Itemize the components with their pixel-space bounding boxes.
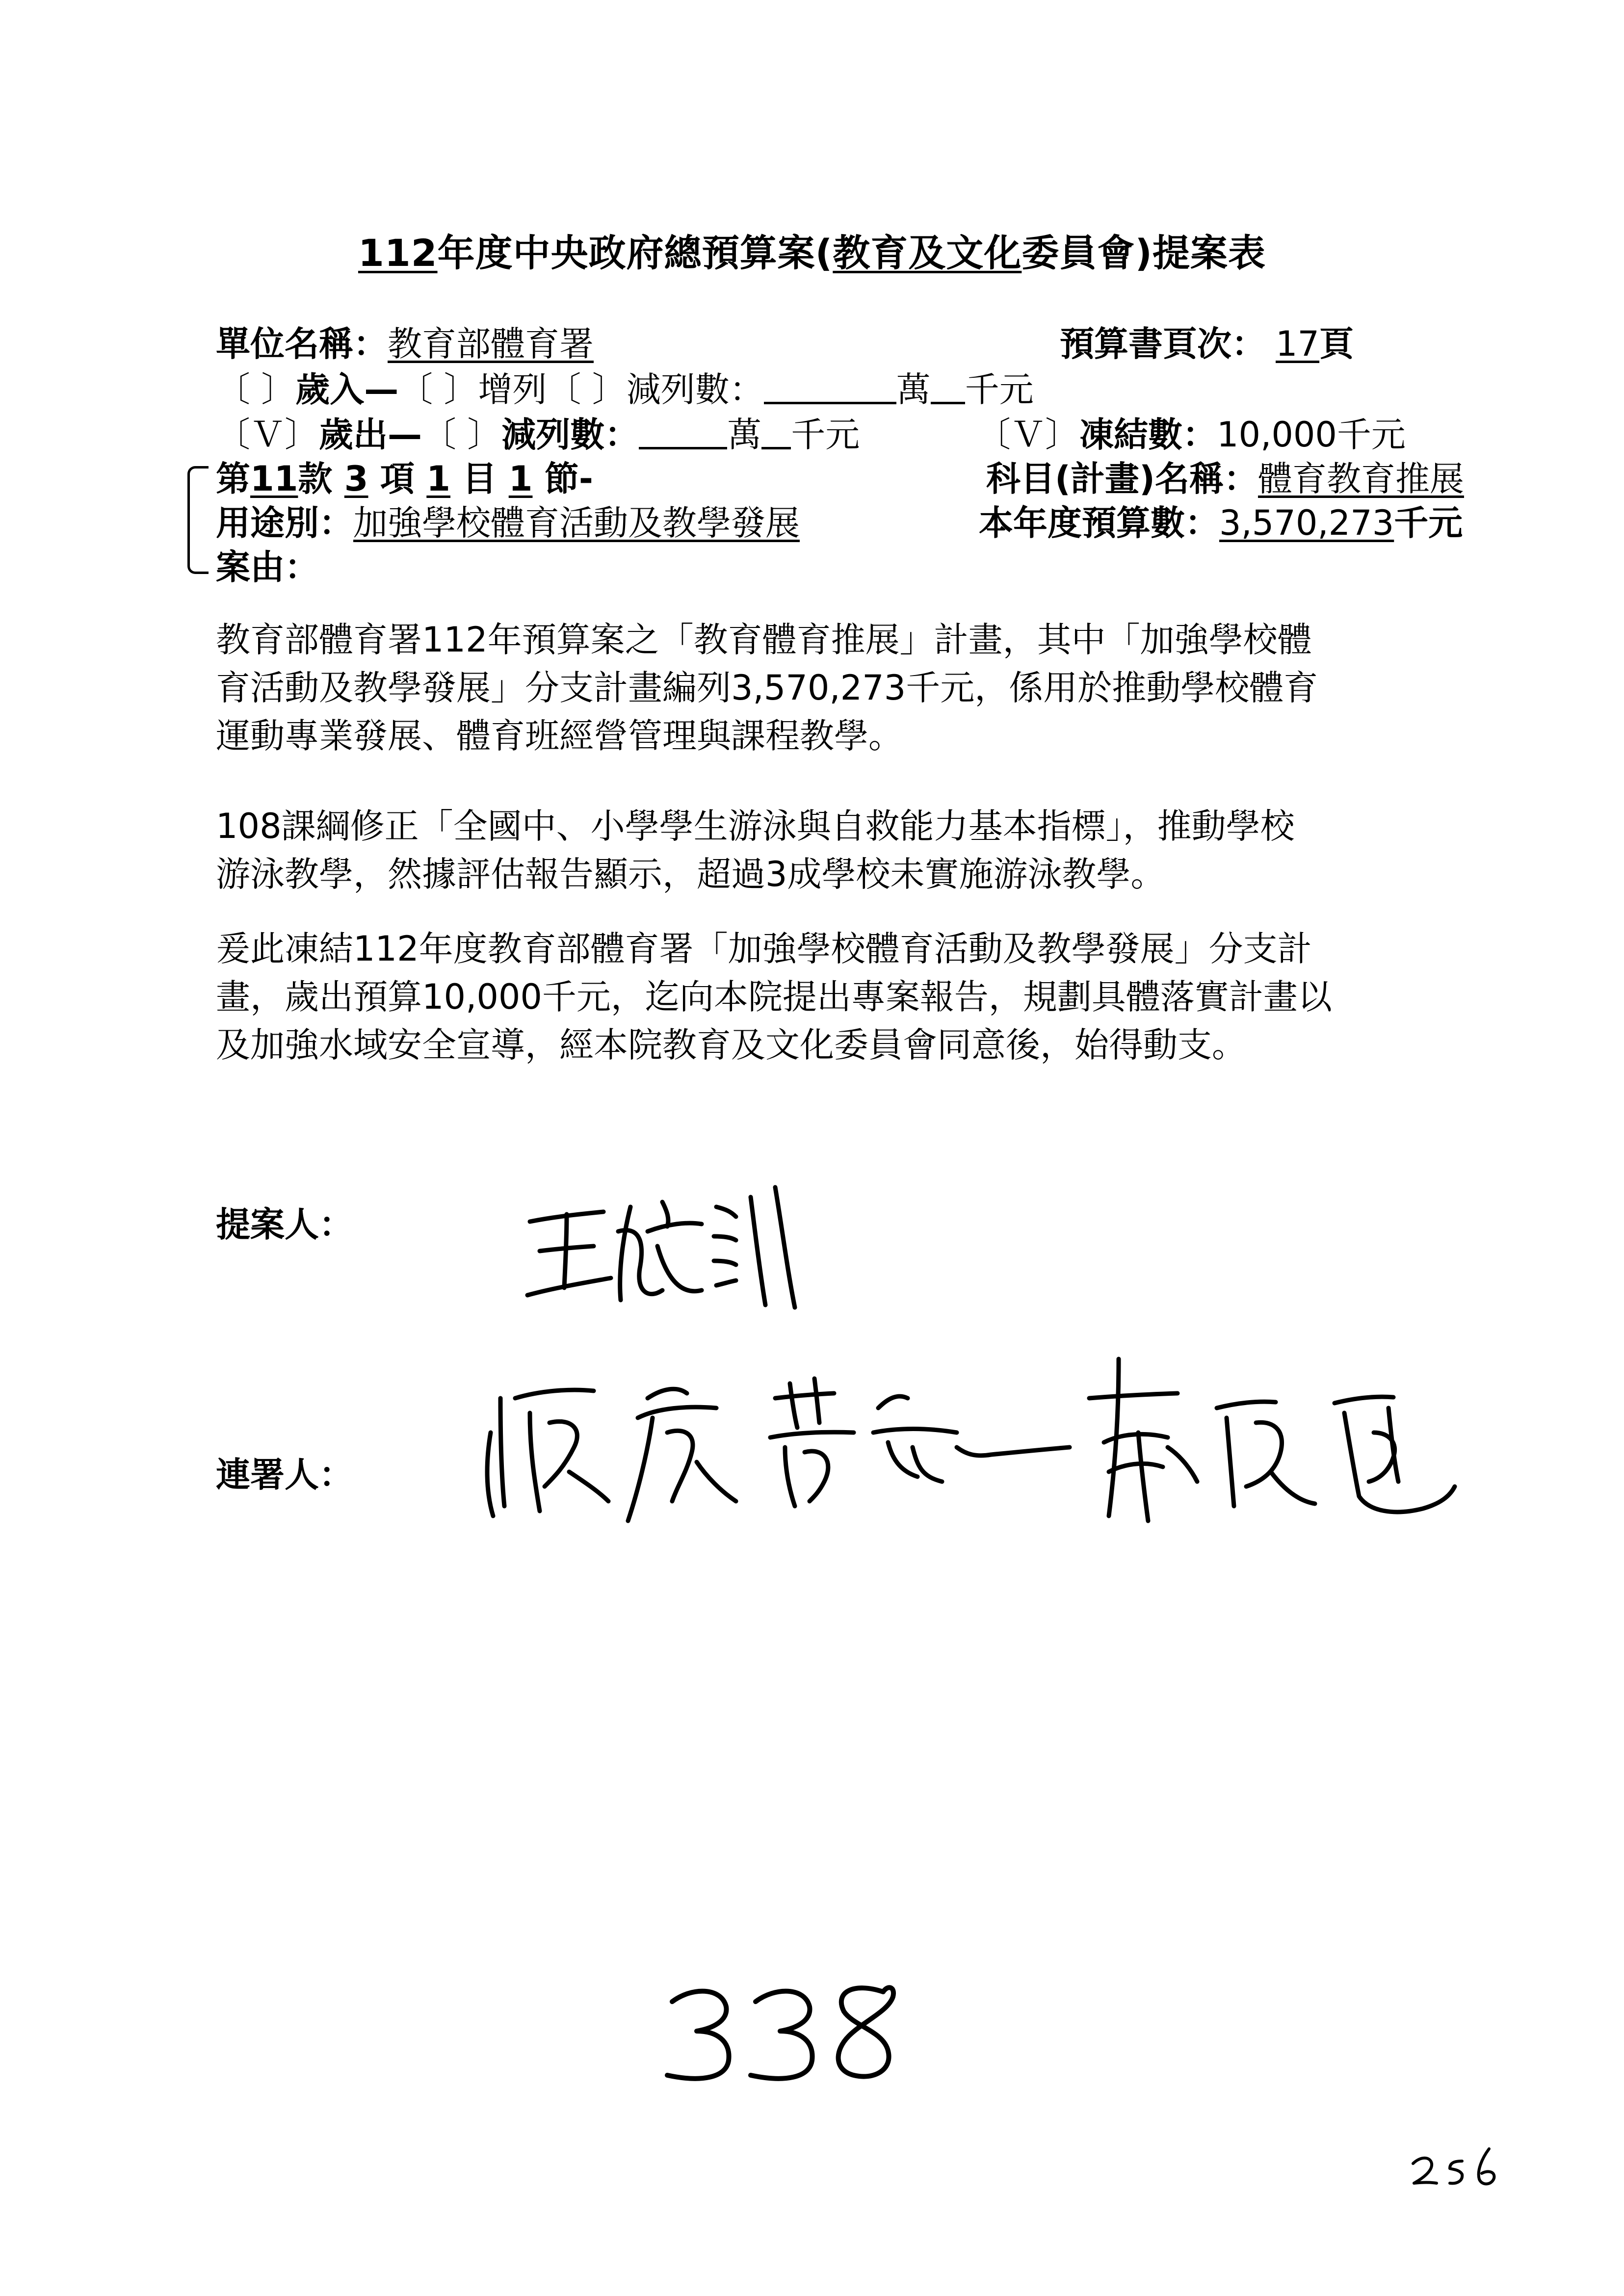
reason-label: 案由： — [216, 547, 319, 587]
expenditure-checkbox: 〔Ｖ〕 — [216, 415, 319, 455]
cosigner-label: 連署人： — [216, 1455, 353, 1495]
budget-value: 3,570,273 — [1219, 503, 1394, 543]
revenue-line — [216, 362, 1034, 412]
increase-label: 增列 — [478, 369, 547, 410]
mu-label: 目 — [462, 459, 497, 499]
unit-row — [216, 316, 594, 366]
cosigner-signatures — [471, 1285, 1462, 1540]
exp-wan-label: 萬 — [727, 415, 762, 455]
corner-number-handwritten — [1408, 2144, 1506, 2193]
usage — [216, 496, 800, 545]
exp-qian-blank — [761, 417, 791, 449]
usage-label: 用途別： — [216, 503, 353, 543]
budget-section — [216, 451, 593, 501]
qian-blank — [931, 372, 965, 404]
page-ref — [1060, 316, 1354, 366]
annual-budget — [979, 496, 1463, 545]
budget-unit: 千元 — [1394, 503, 1463, 543]
exp-decrease-checkbox: 〔 〕 — [422, 415, 502, 455]
usage-value: 加強學校體育活動及教學發展 — [353, 503, 800, 543]
page-label: 預算書頁次： — [1060, 324, 1266, 364]
revenue-label: 歲入— — [295, 369, 399, 410]
increase-checkbox: 〔 〕 — [398, 369, 478, 410]
p3-line: 畫，歲出預算10,000千元，迄向本院提出專案報告，規劃具體落實計畫以 — [216, 977, 1332, 1017]
section-di: 第 — [216, 459, 250, 499]
exp-qian-label: 千元 — [791, 415, 860, 455]
title-mid: 年度中央政府總預算案( — [437, 231, 833, 275]
jie-label: 節- — [544, 459, 593, 499]
p1-line: 育活動及教學發展」分支計畫編列3,570,273千元，係用於推動學校體育 — [216, 668, 1318, 708]
budget-label: 本年度預算數： — [979, 503, 1219, 543]
kuan-number: 11 — [250, 459, 298, 499]
expenditure-line — [216, 407, 860, 457]
paragraph-1 — [216, 616, 1472, 760]
exp-decrease-label: 減列數： — [501, 415, 639, 455]
subject — [986, 451, 1464, 501]
paragraph-3 — [216, 925, 1472, 1069]
p1-line: 教育部體育署112年預算案之「教育體育推展」計畫，其中「加強學校體 — [216, 620, 1312, 660]
section-bracket — [187, 466, 209, 574]
subject-value: 體育教育推展 — [1257, 459, 1464, 499]
page-suffix: 頁 — [1319, 324, 1354, 364]
page-title — [0, 223, 1624, 277]
exp-wan-blank — [639, 417, 727, 449]
freeze-amount — [976, 407, 1406, 457]
xiang-label: 項 — [380, 459, 415, 499]
title-year: 112 — [358, 231, 438, 275]
kuan-label: 款 — [298, 459, 333, 499]
wan-label: 萬 — [896, 369, 931, 410]
page-value: 17 — [1276, 324, 1320, 364]
xiang-number: 3 — [344, 459, 368, 499]
freeze-checkbox: 〔Ｖ〕 — [976, 415, 1079, 455]
paragraph-2 — [216, 802, 1472, 898]
title-committee: 教育及文化 — [833, 231, 1022, 275]
mu-number: 1 — [426, 459, 450, 499]
unit-value: 教育部體育署 — [388, 324, 594, 364]
subject-label: 科目(計畫)名稱： — [986, 459, 1258, 499]
p1-line: 運動專業發展、體育班經營管理與課程教學。 — [216, 716, 903, 756]
p2-line: 108課綱修正「全國中、小學學生游泳與自救能力基本指標」，推動學校 — [216, 806, 1295, 846]
unit-label: 單位名稱： — [216, 324, 388, 364]
qian-label: 千元 — [965, 369, 1034, 410]
title-end: 委員會)提案表 — [1022, 231, 1266, 275]
expenditure-label: 歲出— — [319, 415, 422, 455]
decrease-label: 減列數： — [626, 369, 764, 410]
p3-line: 及加強水域安全宣導，經本院教育及文化委員會同意後，始得動支。 — [216, 1025, 1246, 1065]
p3-line: 爰此凍結112年度教育部體育署「加強學校體育活動及教學發展」分支計 — [216, 929, 1312, 969]
revenue-checkbox: 〔 〕 — [216, 369, 296, 410]
p2-line: 游泳教學，然據評估報告顯示，超過3成學校未實施游泳教學。 — [216, 854, 1165, 894]
freeze-value: 10,000千元 — [1217, 415, 1406, 455]
jie-number: 1 — [508, 459, 533, 499]
proposer-label: 提案人： — [216, 1204, 353, 1245]
wan-blank — [764, 372, 896, 404]
page-number-handwritten — [657, 1972, 913, 2090]
freeze-label: 凍結數： — [1079, 415, 1217, 455]
decrease-checkbox: 〔 〕 — [547, 369, 627, 410]
